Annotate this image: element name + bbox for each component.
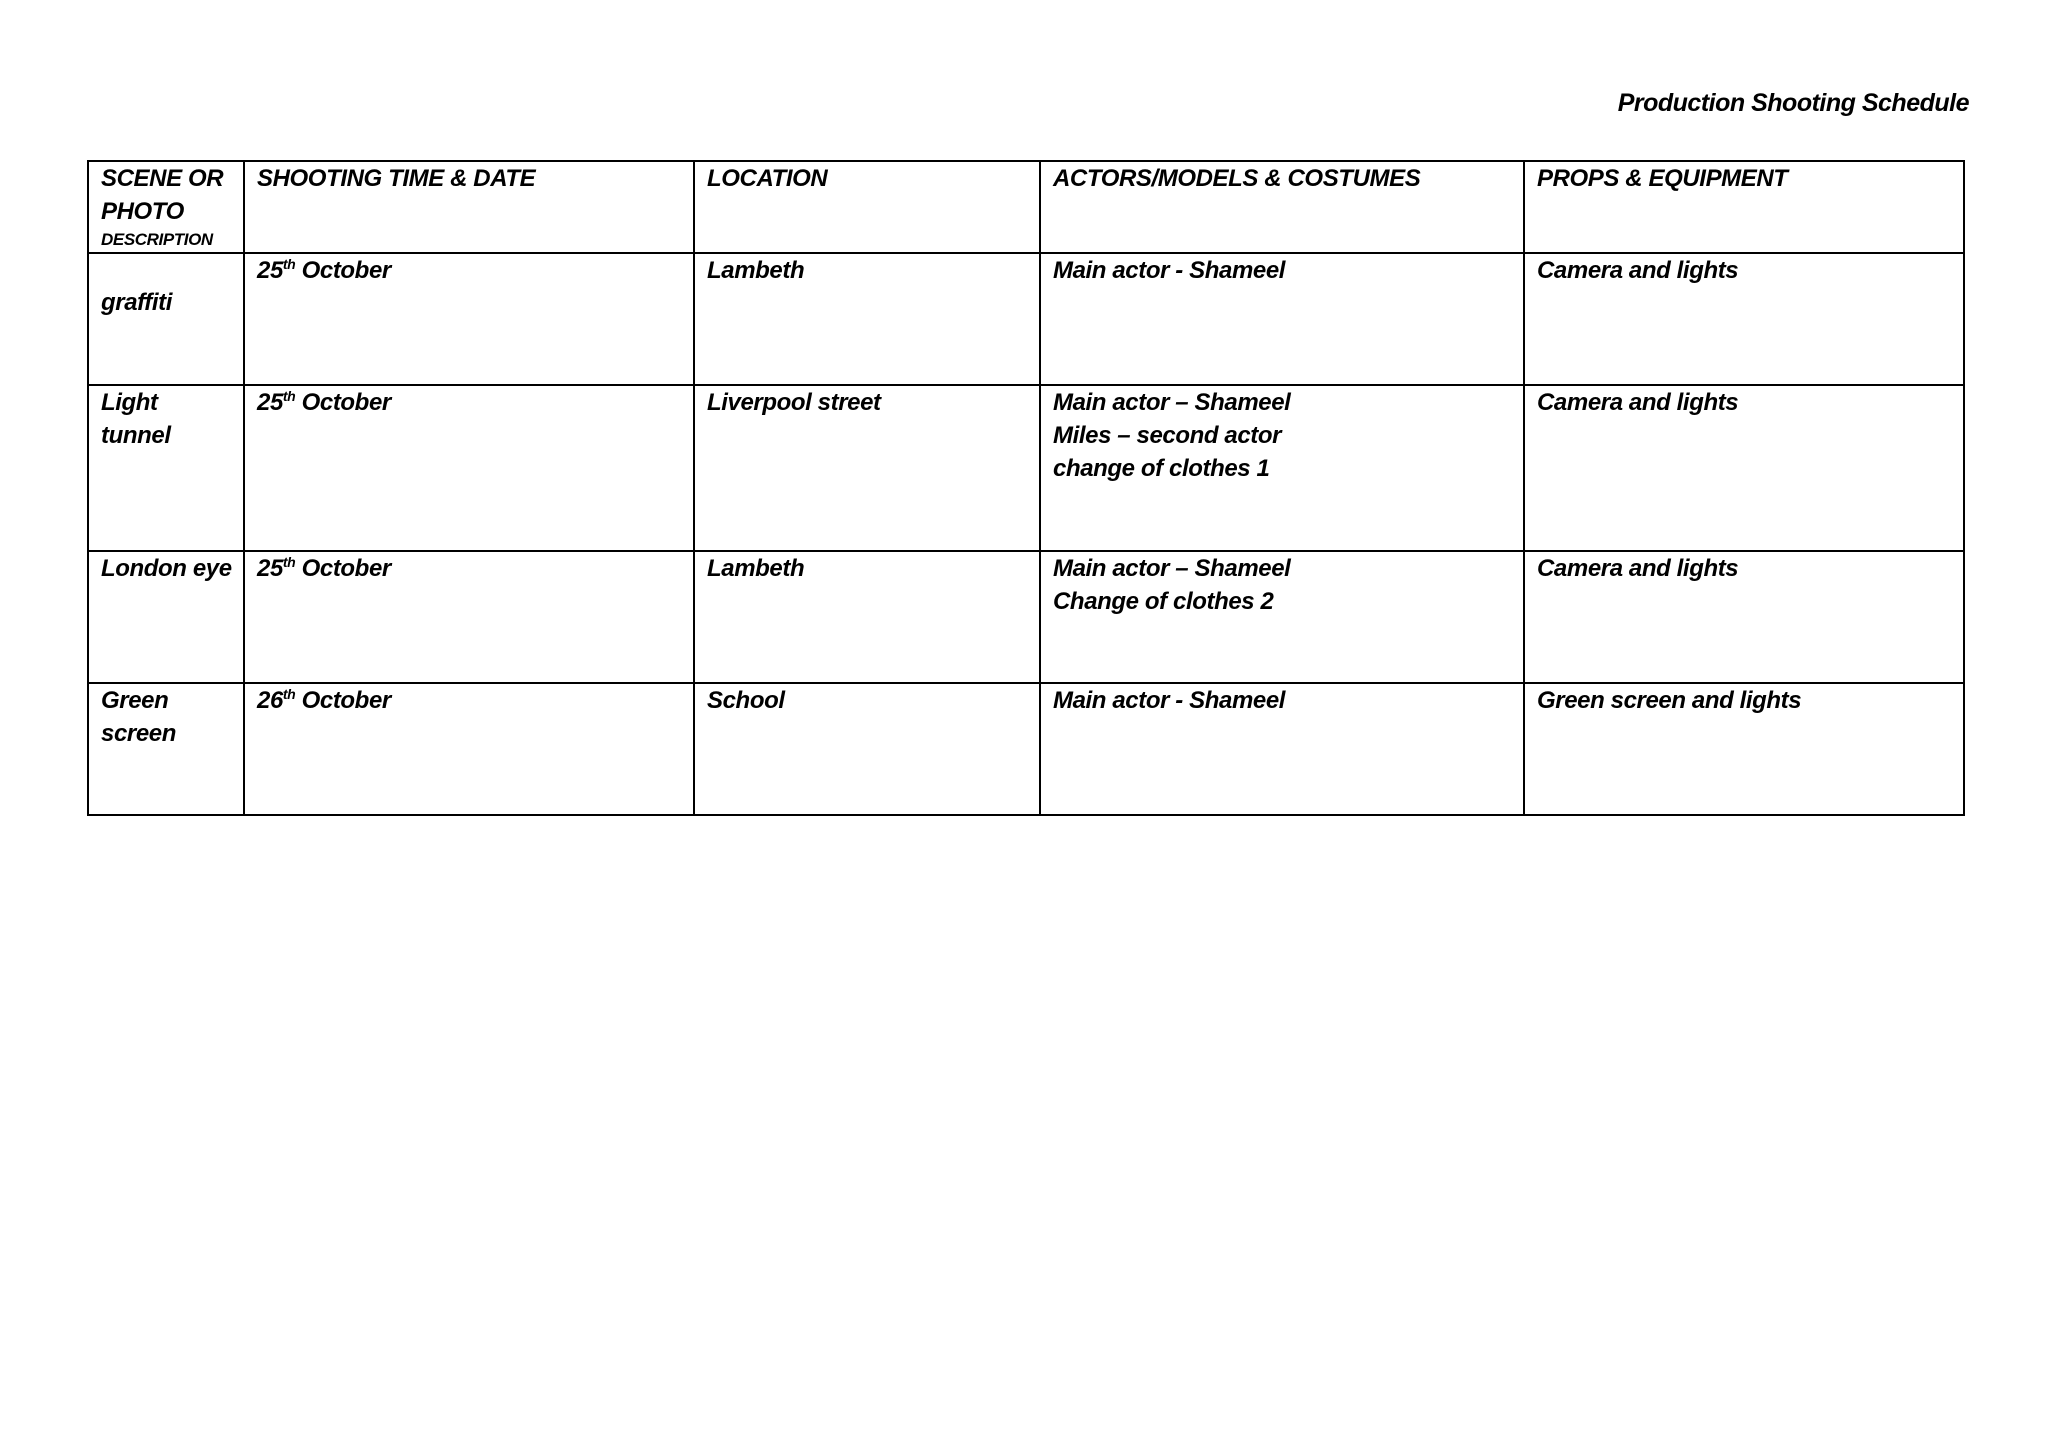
header-shooting-time-date: SHOOTING TIME & DATE <box>244 161 694 253</box>
props-cell: Green screen and lights <box>1524 683 1964 815</box>
date-suffix: th <box>282 256 296 272</box>
scene-text: London eye <box>101 555 232 582</box>
props-cell: Camera and lights <box>1524 385 1964 551</box>
table-row <box>88 385 1964 551</box>
scene-cell <box>88 385 244 551</box>
actors-line: Main actor - Shameel <box>1053 687 1286 714</box>
scene-cell <box>88 683 244 815</box>
actors-cell <box>1040 551 1524 683</box>
props-cell: Camera and lights <box>1524 551 1964 683</box>
shooting-schedule-table <box>87 160 1965 816</box>
date-day: 26 <box>257 687 283 714</box>
actors-line: Main actor - Shameel <box>1053 257 1286 284</box>
table-header-row <box>88 161 1964 253</box>
actors-line: Miles – second actor <box>1053 422 1282 449</box>
date-month: October <box>301 555 391 582</box>
actors-cell <box>1040 385 1524 551</box>
actors-cell <box>1040 253 1524 385</box>
scene-text: Green <box>101 687 169 714</box>
location-cell: School <box>694 683 1040 815</box>
date-month: October <box>301 257 391 284</box>
table-row <box>88 683 1964 815</box>
date-suffix: th <box>282 554 296 570</box>
header-scene-line: PHOTO <box>101 198 184 225</box>
location-cell: Lambeth <box>694 551 1040 683</box>
date-day: 25 <box>257 389 283 416</box>
scene-text: Light <box>101 389 158 416</box>
date-suffix: th <box>282 686 296 702</box>
date-day: 25 <box>257 555 283 582</box>
actors-line: Main actor – Shameel <box>1053 555 1291 582</box>
actors-line: Main actor – Shameel <box>1053 389 1291 416</box>
location-cell: Lambeth <box>694 253 1040 385</box>
location-cell: Liverpool street <box>694 385 1040 551</box>
header-scene-subtitle: DESCRIPTION <box>101 230 213 249</box>
actors-line: change of clothes 1 <box>1053 455 1270 482</box>
date-month: October <box>301 389 391 416</box>
table-row <box>88 253 1964 385</box>
page-title: Production Shooting Schedule <box>1617 89 1969 117</box>
scene-cell <box>88 253 244 385</box>
date-cell <box>244 253 694 385</box>
actors-line: Change of clothes 2 <box>1053 588 1274 615</box>
header-location: LOCATION <box>694 161 1040 253</box>
date-month: October <box>301 687 391 714</box>
header-props-equipment: PROPS & EQUIPMENT <box>1524 161 1964 253</box>
date-cell <box>244 385 694 551</box>
date-cell <box>244 683 694 815</box>
header-actors-costumes: ACTORS/MODELS & COSTUMES <box>1040 161 1524 253</box>
scene-text: graffiti <box>101 289 173 316</box>
date-day: 25 <box>257 257 283 284</box>
header-scene <box>88 161 244 253</box>
table-row <box>88 551 1964 683</box>
header-scene-line: SCENE OR <box>101 165 224 192</box>
props-cell: Camera and lights <box>1524 253 1964 385</box>
scene-text: screen <box>101 720 176 747</box>
actors-cell <box>1040 683 1524 815</box>
date-cell <box>244 551 694 683</box>
scene-text: tunnel <box>101 422 171 449</box>
date-suffix: th <box>282 388 296 404</box>
scene-cell <box>88 551 244 683</box>
